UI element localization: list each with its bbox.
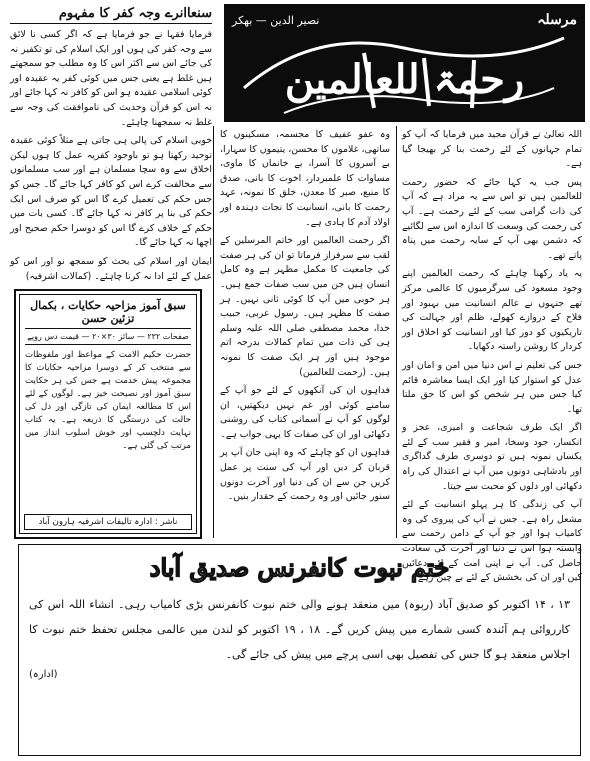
middle-column-paragraph: فداہوں ان کو چاہئے کہ وہ اپنی جان آپ پر قربان کر دیں اور آپ کی سنت پر عمل کریں جن سے ان کی دنیا اور آخرت دونوں سنور جائیں اور وہ رحمت کے حقدار بنیں۔ <box>220 447 390 503</box>
book-notice-body: حضرت حکیم الامت کے مواعظ اور ملفوظات سے منتخب کر کے دوسرا مزاحیہ حکایات کا مجموعہ پیش خدمت ہے جس کی ہر حکایت سبق آموز اور نصیحت خیز ہے۔ لوگوں کے لئے اس کا مطالعہ ایمان کی تازگی اور دل کی حالت کی درستگی کا ذریعہ ہے۔ یہ کتاب نہایت دلچسپ اور خوش اسلوب انداز میں مرتب کی گئی ہے۔ <box>25 350 191 451</box>
middle-column-paragraph: فداہوں ان کی آنکھوں کے لئے جو آپ کے سامنے کوئی اور غم نہیں دیکھتیں، ان لوگوں کو آپ نے آسمانی کتاب کی روشنی دکھائی اور ان کی صفات کا یہی جواب ہے۔ <box>220 385 390 440</box>
column-divider <box>396 126 397 538</box>
left-column-paragraph: فرمایا فقہا نے جو فرمایا ہے کہ اگر کسی نا لائق سے وجہ کفر کی ہوں اور ایک اسلام کی تو تکفیر نہ کی جائے اس سے اکثر اس کا وہ مطلب جو سمجھتے ہیں غلط ہے یعنی جس میں کوئی کفر یہ عقیدہ اور کوئی اسلامی عقیدہ ہو اس کو کافر نہ کہا جائے اور نہ اس کو قرآن وحدیث کی ناموافقت کی وجہ سے غلط نہ سمجھنا چاہئے۔ <box>10 29 212 128</box>
book-notice-publisher: ناشر : ادارہ تالیفات اشرفیہ ہارون آباد <box>24 514 192 530</box>
masthead-banner <box>224 4 585 122</box>
book-notice-inner <box>19 294 197 534</box>
masthead-title: رحمۃ للعالمین <box>284 56 525 103</box>
book-notice-title: سبق آموز مزاحیہ حکایات ، بکمال تزئین حسن <box>25 299 191 329</box>
right-column-paragraph: اگر ایک طرف شجاعت و امیری، عجز و انکسار، جود وسخا، امیر و فقیر سب کے لئے یکساں نمونہ ہیں تو دوسری طرف گداگری اور بادشاہی دونوں میں آپ نے اعتدال کی راہ دکھائی اور دلوں کو محبت سے جیتا۔ <box>402 422 582 492</box>
masthead-topline <box>232 12 577 28</box>
column-divider <box>213 126 214 538</box>
right-column-paragraph: اللہ تعالیٰ نے قرآن مجید میں فرمایا کہ آپ کو تمام جہانوں کے لئے رحمت بنا کر بھیجا گیا ہے۔ <box>402 129 582 170</box>
conference-body: ۱۳ ، ۱۴ اکتوبر کو صدیق آباد (ربوہ) میں منعقد ہونے والی ختم نبوت کانفرنس بڑی کامیاب رہی۔ انشاء اللہ اس کی کارروائی ہم آئندہ کسی شمارے میں پیش کریں گے۔ ۱۸ ، ۱۹ اکتوبر کو لندن میں عالمی مجلس تحفظ ختم نبوت کا اجلاس منعقد ہو گا جس کی تفصیل بھی اسی پرچے میں پیش کی جائے گی۔ <box>29 598 570 661</box>
middle-column-paragraph: وہ عفو عفیف کا مجسمہ، مسکینوں کا ساتھی، غلاموں کا محسن، یتیموں کا سہارا، بے آسروں کا آسرا، بے خانماں کا ماوی، مساوات کا علمبردار، اخوت کا بانی، صدق کا منبع، صبر کا معدن، خلق کا نمونہ، عہد رحمت کا بانی، انسانیت کا نجات دہندہ اور اولاد آدم کا ہادی ہے۔ <box>220 129 390 228</box>
masthead-editor-name: نصیر الدین — بھکر <box>232 13 320 27</box>
right-column-paragraph: جس کی تعلیم نے اس دنیا میں امن و امان اور عدل کو استوار کیا اور ایک ایسا معاشرہ قائم کیا جس میں ہر شخص کو اس کا حق ملتا تھا۔ <box>402 359 582 415</box>
left-column-paragraph: خوبی اسلام کی پالی ہی جاتی ہے مثلاً کوئی عقیدہ توحید رکھتا ہو تو باوجود کفریہ عمل کا ہوں لیکن اخلاق سے وہ سچا مسلمان ہے اور سب مسلمانوں سے مخالفت کرے اس کو کافر کہا جائے گا۔ جس کو جس حکم کی تعمیل کرے گا اس کو صرف اس ایک حکم کی بنا پر کافر نہ کہا جائے گا۔ کسی بات میں حکم کے خلاف کرے گا اس کو دوسرا حکم صحیح اور اچھا نہ کہا جائے گا۔ <box>10 135 212 249</box>
left-column-heading: سنعاانرے وجہ کفر کا مفہوم <box>10 6 212 24</box>
middle-column-paragraph: اگر رحمت العالمین اور خاتم المرسلین کے لقب سے سرفراز فرماتا تو ان کی ہر صفت کی جامعیت کا مکمل مظہر ہے وہ کامل انسان ہیں جن میں سب صفات جمع ہیں۔ ہر خوبی میں آپ کا کوئی ثانی نہیں۔ ہر صفت کا مظہر ہیں۔ رسول عربی، حبیب خدا، محمد مصطفی صلی اللہ علیہ وسلم ہی کی ذات میں تمام کمالات بدرجہ اتم موجود ہیں اور ہر ایک صفت کا نمونہ ہیں۔ (رحمت للعالمین) <box>220 235 390 378</box>
right-column-paragraph: پس جب یہ کہا جائے کہ حضور رحمت للعالمین ہیں تو اس سے یہ مراد ہے کہ آپ کی ذات گرامی سب کے لئے رحمت ہے۔ آپ کی رحمت کی وسعت کا اندازہ اس سے لگائیے کہ دشمن بھی آپ کے سایہ رحمت میں پناہ پاتے تھے۔ <box>402 176 582 261</box>
middle-column <box>220 128 390 538</box>
right-column-paragraph: یہ یاد رکھنا چاہئے کہ رحمت العالمین اپنے وجود مسعود کی سرگرمیوں کا عالمی مرکز تھے جنہوں نے عالم انسانیت میں بہبود اور فلاح کے دروازے کھولے، ظلم اور جہالت کی تاریکیوں کو دور کیا اور انسانیت کو اخلاق اور کردار کا روشن راستہ دکھایا۔ <box>402 268 582 353</box>
book-notice-info: صفحات ۲۳۲ — سائز ۳۰×۲۰ — قیمت دس روپے <box>25 329 191 345</box>
right-column <box>402 128 582 584</box>
masthead-editor-label: مرسلہ <box>537 12 577 28</box>
conference-signature: (ادارہ) <box>29 669 58 680</box>
right-column-paragraph: آپ کی زندگی کا ہر پہلو انسانیت کے لئے مشعل راہ ہے۔ جس نے آپ کی پیروی کی وہ کامیاب ہوا اور جو آپ کے دامن رحمت سے وابستہ ہوا اس نے دنیا اور آخرت کی سعادت حاصل کی۔ آپ نے اپنی امت کے لئے دعائیں کیں اور ان کی بخشش کے لئے بے چین رہے۔ <box>402 499 582 584</box>
book-notice-box <box>14 289 202 539</box>
conference-notice-box <box>18 544 581 756</box>
conference-title: ختم نبوت کانفرنس صدیق آباد <box>149 553 450 582</box>
left-column-paragraph: ایمان اور اسلام کی بحث کو سمجھ نو اور اس کو عمل کے لئے ادا نہ کرنا چاہئے۔ (کمالات اشرفیہ) <box>10 255 212 282</box>
left-column-top <box>10 6 212 284</box>
